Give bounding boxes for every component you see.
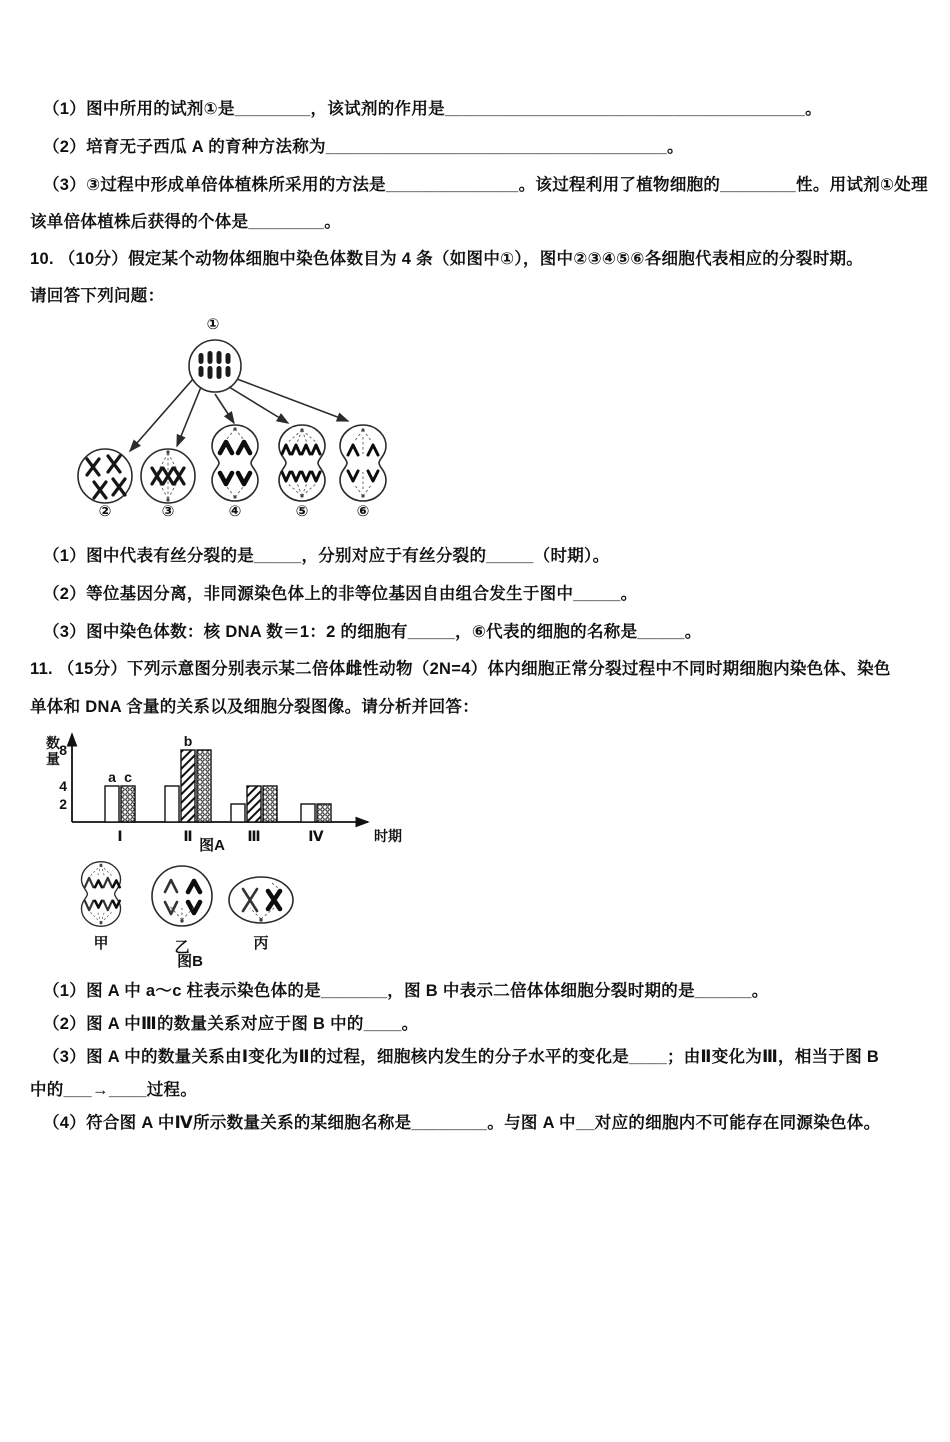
- bar-c-Ⅳ: [317, 804, 331, 822]
- bar-a-Ⅳ: [301, 804, 315, 822]
- q11-item-4: （4）符合图 A 中Ⅳ所示数量关系的某细胞名称是________。与图 A 中__对应的细胞内不可能存在同源染色体。: [43, 1114, 881, 1132]
- cell-jia-art: [81, 862, 120, 927]
- bar-c-Ⅲ: [263, 786, 277, 822]
- figure-a-chart: [40, 722, 420, 852]
- cell-2-art: [78, 449, 132, 503]
- q10-item-3: （3）图中染色体数：核 DNA 数＝1：2 的细胞有_____，⑥代表的细胞的名称是_____。: [43, 623, 702, 641]
- cell-yi-art: [152, 866, 212, 926]
- x-tick-label: Ⅲ: [247, 828, 261, 844]
- bar-b-Ⅱ: [181, 750, 195, 822]
- bar-a-Ⅲ: [231, 804, 245, 822]
- q9-item-3: （3）③过程中形成单倍体植株所采用的方法是______________。该过程利用了植物细胞的________性。用试剂①处理: [43, 176, 928, 194]
- q11-stem-line1: 11. （15分）下列示意图分别表示某二倍体雌性动物（2N=4）体内细胞正常分裂过程中不同时期细胞内染色体、染色: [30, 660, 891, 678]
- x-tick-label: Ⅱ: [183, 828, 193, 844]
- x-tick-label: Ⅰ: [117, 828, 123, 844]
- bar-c-Ⅱ: [197, 750, 211, 822]
- q11-stem-line2: 单体和 DNA 含量的关系以及细胞分裂图像。请分析并回答：: [30, 698, 480, 716]
- cell-jia-label: 甲: [93, 935, 109, 952]
- q10-item-1: （1）图中代表有丝分裂的是_____，分别对应于有丝分裂的_____（时期）。: [43, 547, 610, 565]
- y-axis-title: 数: [46, 735, 60, 751]
- cell-5-label: ⑤: [295, 503, 309, 520]
- exam-page: [0, 98, 950, 1442]
- bar-label: c: [124, 769, 132, 785]
- q9-item-2: （2）培育无子西瓜 A 的育种方法称为____________________________________。: [43, 138, 684, 156]
- q10-stem-line2: 请回答下列问题：: [30, 287, 165, 305]
- q10-stem: 10. （10分）假定某个动物体细胞中染色体数目为 4 条（如图中①），图中②③④⑤⑥各细胞代表相应的分裂时期。: [30, 250, 864, 268]
- cell-6-art: [340, 425, 386, 501]
- cell-4-art: [212, 425, 258, 501]
- q9-item-3-continuation: 该单倍体植株后获得的个体是________。: [30, 213, 342, 231]
- cell-1-label: ①: [206, 316, 220, 333]
- bar-a-Ⅱ: [165, 786, 179, 822]
- q11-item-1: （1）图 A 中 a～c 柱表示染色体的是_______，图 B 中表示二倍体体细胞分裂时期的是______。: [43, 982, 769, 1000]
- cell-2-label: ②: [98, 503, 112, 520]
- q11-item-3-continuation: 中的___→____过程。: [30, 1081, 198, 1099]
- q11-item-3: （3）图 A 中的数量关系由Ⅰ变化为Ⅱ的过程，细胞核内发生的分子水平的变化是____；由Ⅱ变化为Ⅲ，相当于图 B: [43, 1048, 880, 1066]
- bar-a-Ⅰ: [105, 786, 119, 822]
- bar-label: b: [183, 733, 193, 749]
- y-tick-label: 8: [59, 742, 67, 758]
- figure-b-caption: 图B: [177, 953, 203, 968]
- bar-label: a: [108, 769, 116, 785]
- q9-item-1: （1）图中所用的试剂①是________，该试剂的作用是______________________________________。: [43, 100, 822, 118]
- q10-item-2: （2）等位基因分离，非同源染色体上的非等位基因自由组合发生于图中_____。: [43, 585, 638, 603]
- x-tick-label: Ⅳ: [308, 828, 324, 844]
- cell-6-label: ⑥: [356, 503, 370, 520]
- cell-3-label: ③: [161, 503, 175, 520]
- cell-bing-art: [229, 877, 293, 923]
- y-tick-label: 4: [59, 778, 67, 794]
- bar-c-Ⅰ: [121, 786, 135, 822]
- bar-b-Ⅲ: [247, 786, 261, 822]
- cell-3-art: [141, 449, 195, 503]
- figure-a-caption: 图A: [199, 837, 225, 852]
- x-axis-title: 时期: [374, 828, 402, 844]
- q11-item-2: （2）图 A 中Ⅲ的数量关系对应于图 B 中的____。: [43, 1015, 419, 1033]
- figure-b: [50, 856, 350, 968]
- cell-4-label: ④: [228, 503, 242, 520]
- cell-yi-label: 乙: [174, 939, 190, 956]
- q10-cell-division-figure: [30, 309, 430, 524]
- cell-1-art: [189, 340, 241, 392]
- y-axis-title: 量: [46, 751, 60, 767]
- cell-5-art: [279, 425, 325, 501]
- cell-bing-label: 丙: [253, 935, 269, 952]
- y-tick-label: 2: [59, 796, 67, 812]
